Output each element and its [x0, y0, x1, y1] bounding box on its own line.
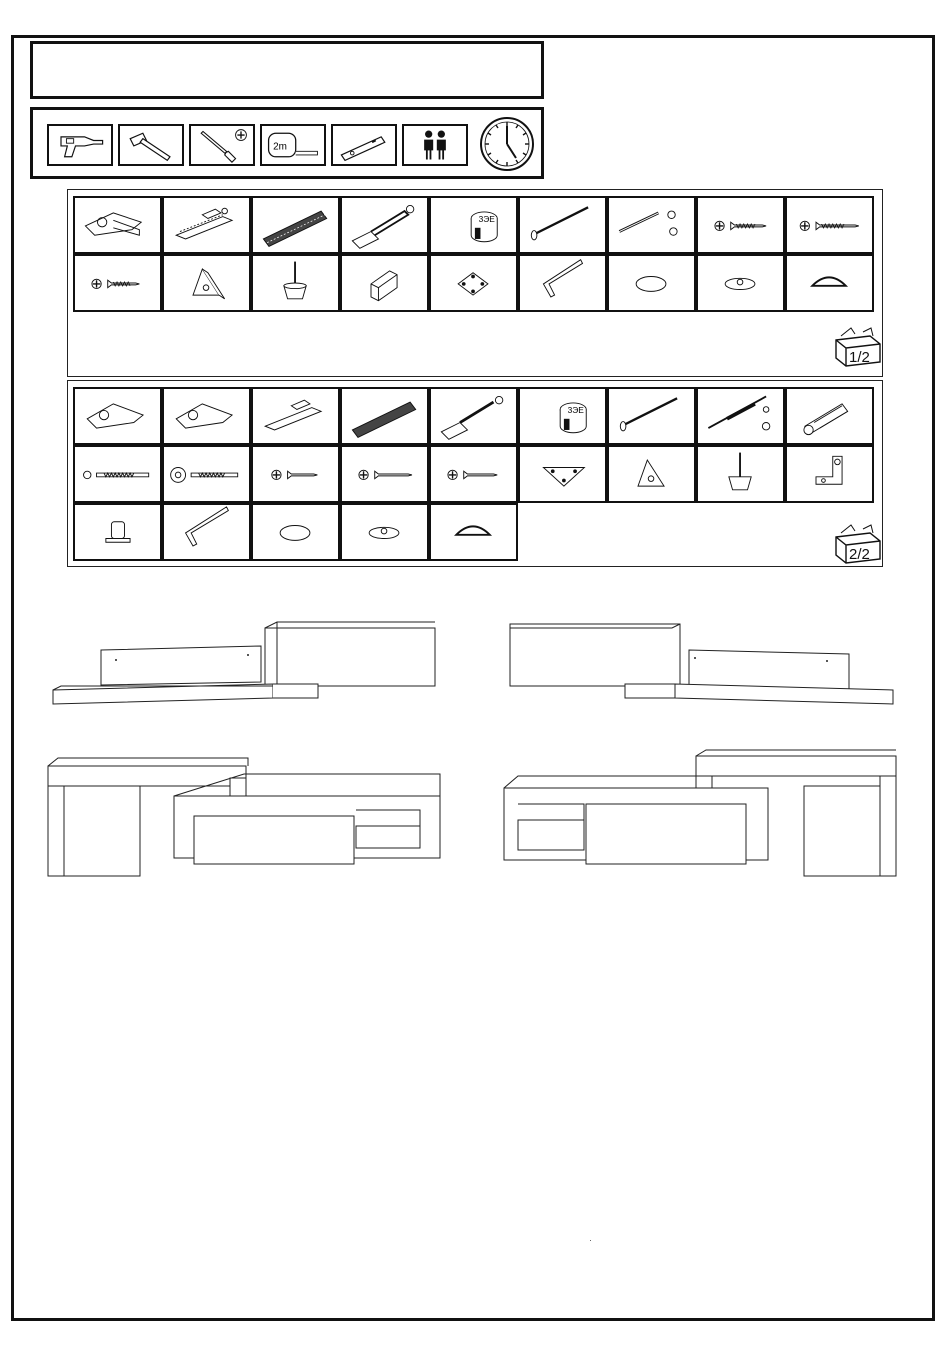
dowel-icon	[251, 196, 340, 254]
screw-icon	[696, 196, 785, 254]
tv-unit-right-config	[500, 748, 910, 883]
wall-shelves-left-config	[45, 620, 445, 720]
two-persons-icon	[402, 124, 468, 166]
cam-bolt-icon	[340, 196, 429, 254]
hinge-icon	[73, 387, 162, 445]
wall-shelves-right-config	[505, 620, 905, 720]
felt-pad-icon	[607, 254, 696, 312]
shelf-clip-icon	[340, 254, 429, 312]
bumper-icon	[429, 503, 518, 561]
screw-icon	[429, 445, 518, 503]
tape-measure-label: 2m	[273, 141, 287, 153]
screw-icon	[785, 196, 874, 254]
drawer-runner-icon	[251, 387, 340, 445]
box-2-2-icon	[833, 523, 883, 572]
cam-lock-icon	[518, 387, 607, 445]
felt-pad-icon	[251, 503, 340, 561]
box-1-2-label: 1/2	[849, 349, 870, 366]
angle-bracket-icon	[785, 445, 874, 503]
nail-icon	[607, 387, 696, 445]
glide-icon	[340, 503, 429, 561]
cam-lock-icon	[429, 196, 518, 254]
mounting-plate-icon	[429, 254, 518, 312]
stray-dot	[590, 1240, 591, 1241]
tools-box	[30, 107, 544, 179]
hinge-icon	[162, 387, 251, 445]
wall-plug-icon	[785, 387, 874, 445]
corner-block-icon	[162, 254, 251, 312]
cam-lock-label: 3ЭЕ	[478, 214, 495, 225]
title-box	[30, 41, 544, 99]
box-1-2-icon	[833, 326, 883, 375]
knob-icon	[73, 503, 162, 561]
corner-block-icon	[607, 445, 696, 503]
screw-icon	[340, 445, 429, 503]
screwdriver-icon	[189, 124, 255, 166]
triangle-plate-icon	[518, 445, 607, 503]
long-screw-washer-icon	[162, 445, 251, 503]
bumper-icon	[785, 254, 874, 312]
glide-icon	[696, 254, 785, 312]
cam-lock-label: 3ЭЕ	[567, 405, 584, 416]
hardware-pack-1	[67, 189, 883, 377]
long-screw-icon	[73, 445, 162, 503]
cam-bolt-icon	[429, 387, 518, 445]
hinge-icon	[73, 196, 162, 254]
allen-key-icon	[518, 254, 607, 312]
gas-strut-icon	[696, 387, 785, 445]
nail-icon	[518, 196, 607, 254]
clock-icon	[479, 116, 535, 172]
hammer-icon	[118, 124, 184, 166]
tv-unit-left-config	[40, 748, 450, 883]
screw-icon	[73, 254, 162, 312]
adjustable-foot-icon	[251, 254, 340, 312]
dowel-icon	[340, 387, 429, 445]
adjustable-foot-icon	[696, 445, 785, 503]
allen-key-icon	[162, 503, 251, 561]
screw-icon	[251, 445, 340, 503]
box-2-2-label: 2/2	[849, 546, 870, 563]
drawer-runner-icon	[162, 196, 251, 254]
rod-support-icon	[607, 196, 696, 254]
drill-icon	[47, 124, 113, 166]
tape-measure-icon	[260, 124, 326, 166]
hardware-pack-2	[67, 380, 883, 567]
level-icon	[331, 124, 397, 166]
